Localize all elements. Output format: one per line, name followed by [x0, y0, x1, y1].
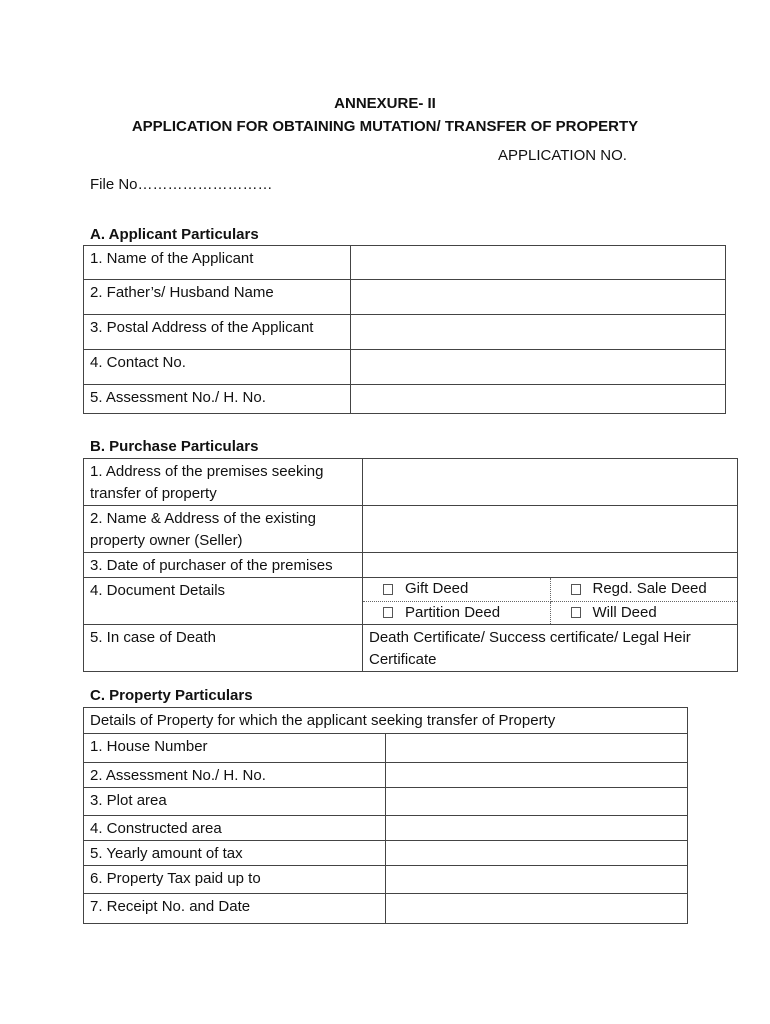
gift-deed-option[interactable] — [383, 578, 550, 600]
death-documents-text: Death Certificate/ Success certificate/ Legal Heir Certificate — [363, 625, 738, 672]
father-husband-name-label: 2. Father’s/ Husband Name — [84, 280, 351, 315]
table-row — [84, 708, 688, 734]
constructed-area-label: 4. Constructed area — [84, 816, 386, 841]
will-deed-option[interactable] — [571, 602, 738, 624]
table-row — [84, 553, 738, 578]
property-assessment-no-label: 2. Assessment No./ H. No. — [84, 763, 386, 788]
postal-address-label: 3. Postal Address of the Applicant — [84, 315, 351, 350]
table-row — [84, 315, 726, 350]
assessment-no-field[interactable] — [351, 385, 726, 414]
table-row — [84, 625, 738, 672]
table-row — [84, 734, 688, 763]
table-row — [84, 841, 688, 866]
document-options-grid — [363, 578, 737, 624]
receipt-no-date-label: 7. Receipt No. and Date — [84, 894, 386, 924]
will-deed-checkbox[interactable] — [571, 607, 581, 618]
tax-paid-up-to-label: 6. Property Tax paid up to — [84, 866, 386, 894]
document-details-label: 4. Document Details — [84, 578, 363, 625]
section-a-heading: A. Applicant Particulars — [90, 226, 259, 243]
applicant-name-field[interactable] — [351, 246, 726, 280]
father-husband-name-field[interactable] — [351, 280, 726, 315]
premises-address-label: 1. Address of the premises seeking transfer of property — [84, 459, 363, 506]
plot-area-field[interactable] — [386, 788, 688, 816]
contact-no-label: 4. Contact No. — [84, 350, 351, 385]
section-c-heading: C. Property Particulars — [90, 687, 253, 704]
table-row — [84, 578, 738, 625]
yearly-tax-field[interactable] — [386, 841, 688, 866]
annexure-heading: ANNEXURE- II — [334, 95, 436, 112]
table-row — [84, 816, 688, 841]
table-row — [84, 280, 726, 315]
table-row — [84, 350, 726, 385]
regd-sale-deed-option[interactable] — [571, 578, 738, 600]
purchase-date-label: 3. Date of purchaser of the premises — [84, 553, 363, 578]
house-number-field[interactable] — [386, 734, 688, 763]
applicant-name-label: 1. Name of the Applicant — [84, 246, 351, 280]
regd-sale-deed-checkbox[interactable] — [571, 584, 581, 595]
gift-deed-checkbox[interactable] — [383, 584, 393, 595]
table-row — [84, 246, 726, 280]
property-table — [83, 707, 688, 924]
section-b-heading: B. Purchase Particulars — [90, 438, 259, 455]
table-row — [84, 894, 688, 924]
property-assessment-no-field[interactable] — [386, 763, 688, 788]
tax-paid-up-to-field[interactable] — [386, 866, 688, 894]
property-details-caption: Details of Property for which the applicant seeking transfer of Property — [84, 708, 688, 734]
partition-deed-option[interactable] — [383, 602, 550, 624]
house-number-label: 1. House Number — [84, 734, 386, 763]
form-title: APPLICATION FOR OBTAINING MUTATION/ TRANSFER OF PROPERTY — [131, 118, 639, 135]
premises-address-field[interactable] — [363, 459, 738, 506]
plot-area-label: 3. Plot area — [84, 788, 386, 816]
will-deed-label: Will Deed — [592, 603, 657, 621]
file-number-label: File No……………………… — [90, 176, 273, 193]
application-number-label: APPLICATION NO. — [498, 147, 627, 164]
constructed-area-field[interactable] — [386, 816, 688, 841]
contact-no-field[interactable] — [351, 350, 726, 385]
assessment-no-label: 5. Assessment No./ H. No. — [84, 385, 351, 414]
yearly-tax-label: 5. Yearly amount of tax — [84, 841, 386, 866]
document-options — [363, 578, 738, 625]
table-row — [84, 459, 738, 506]
existing-owner-label: 2. Name & Address of the existing property owner (Seller) — [84, 506, 363, 553]
regd-sale-deed-label: Regd. Sale Deed — [592, 580, 707, 597]
gift-deed-label: Gift Deed — [405, 580, 469, 597]
table-row — [84, 506, 738, 553]
applicant-table — [83, 245, 726, 414]
table-row — [84, 763, 688, 788]
purchase-date-field[interactable] — [363, 553, 738, 578]
partition-deed-checkbox[interactable] — [383, 607, 393, 618]
table-row — [84, 866, 688, 894]
receipt-no-date-field[interactable] — [386, 894, 688, 924]
in-case-of-death-label: 5. In case of Death — [84, 625, 363, 672]
partition-deed-label: Partition Deed — [405, 603, 501, 621]
table-row — [84, 788, 688, 816]
postal-address-field[interactable] — [351, 315, 726, 350]
table-row — [84, 385, 726, 414]
purchase-table — [83, 458, 738, 672]
existing-owner-field[interactable] — [363, 506, 738, 553]
